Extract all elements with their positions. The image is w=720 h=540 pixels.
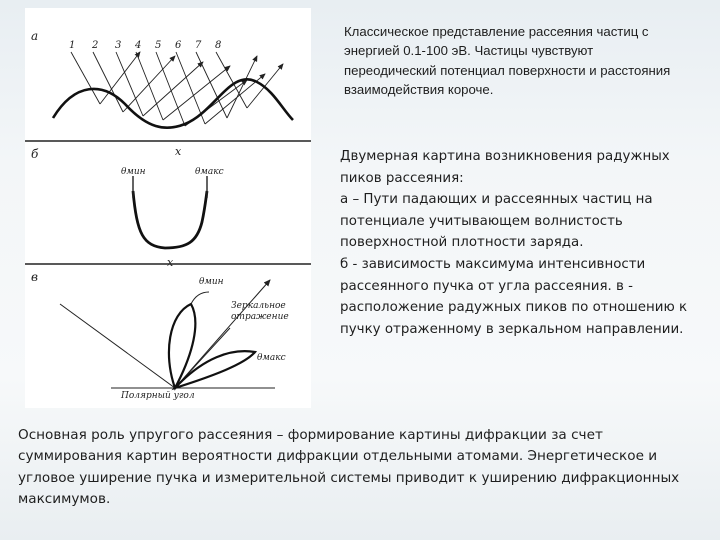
panel-b-theta-max: θмакс bbox=[195, 167, 224, 177]
panel-a-axis-label: x bbox=[175, 145, 182, 158]
panel-c-letter: в bbox=[31, 270, 38, 284]
beam-numbers bbox=[69, 40, 221, 51]
caption-top-text: Классическое представление рассеяния частиц с энергией 0.1-100 эВ. Частицы чувствуют переодический потенциал поверхности и расстояния взаимодействия короче. bbox=[344, 24, 671, 98]
panel-b-theta-min: θмин bbox=[121, 167, 146, 177]
beam-number: 5 bbox=[155, 40, 162, 51]
panel-b-letter: б bbox=[31, 147, 39, 161]
caption-main-item-b: б - зависимость максимума интенсивности рассеянного пучка от угла рассеяния. в - расположение радужных пиков по отношению к пучку отраженному в зеркальном направлении. bbox=[340, 256, 688, 337]
rainbow-lobe-1 bbox=[169, 304, 195, 388]
rainbow-lobe-2 bbox=[175, 351, 255, 388]
beam-number: 6 bbox=[175, 40, 182, 51]
beam-number: 3 bbox=[115, 40, 122, 51]
panel-c-theta-min: θмин bbox=[199, 277, 224, 287]
beam-number: 7 bbox=[195, 40, 202, 51]
caption-top bbox=[344, 22, 684, 100]
surface-potential-curve bbox=[53, 79, 293, 127]
scattering-diagram bbox=[25, 8, 311, 408]
panel-c-theta-max: θмакс bbox=[257, 353, 286, 363]
incident-beam-line bbox=[60, 304, 175, 388]
caption-main-item-a: а – Пути падающих и рассеянных частиц на потенциале учитывающем волнистость поверхностной плотности заряда. bbox=[340, 192, 653, 251]
beam-number: 1 bbox=[69, 40, 76, 51]
mirror-label-line2: отражение bbox=[231, 312, 289, 322]
bottom-paragraph bbox=[18, 425, 708, 511]
caption-main bbox=[340, 146, 705, 340]
bottom-text: Основная роль упругого рассеяния – формирование картины дифракции за счет суммирования картин вероятности дифракции отдельными атомами. Энергетическое и угловое уширение пучка и измерительной системы приводит к уширению дифракционных максимумов. bbox=[18, 427, 680, 508]
panel-b-axis-label: x bbox=[167, 256, 174, 269]
caption-main-intro: Двумерная картина возникновения радужных пиков рассеяния: bbox=[340, 149, 670, 186]
intensity-curve bbox=[133, 191, 207, 248]
panel-a-letter: а bbox=[31, 29, 39, 43]
mirror-label-line1: Зеркальное bbox=[231, 301, 286, 311]
scattering-figure bbox=[25, 8, 311, 408]
polar-angle-label: Полярный угол bbox=[121, 391, 195, 401]
beam-number: 8 bbox=[215, 40, 222, 51]
lobe-connector bbox=[191, 292, 209, 304]
scattered-beams bbox=[100, 52, 283, 126]
beam-number: 4 bbox=[135, 40, 142, 51]
beam-number: 2 bbox=[92, 40, 99, 51]
